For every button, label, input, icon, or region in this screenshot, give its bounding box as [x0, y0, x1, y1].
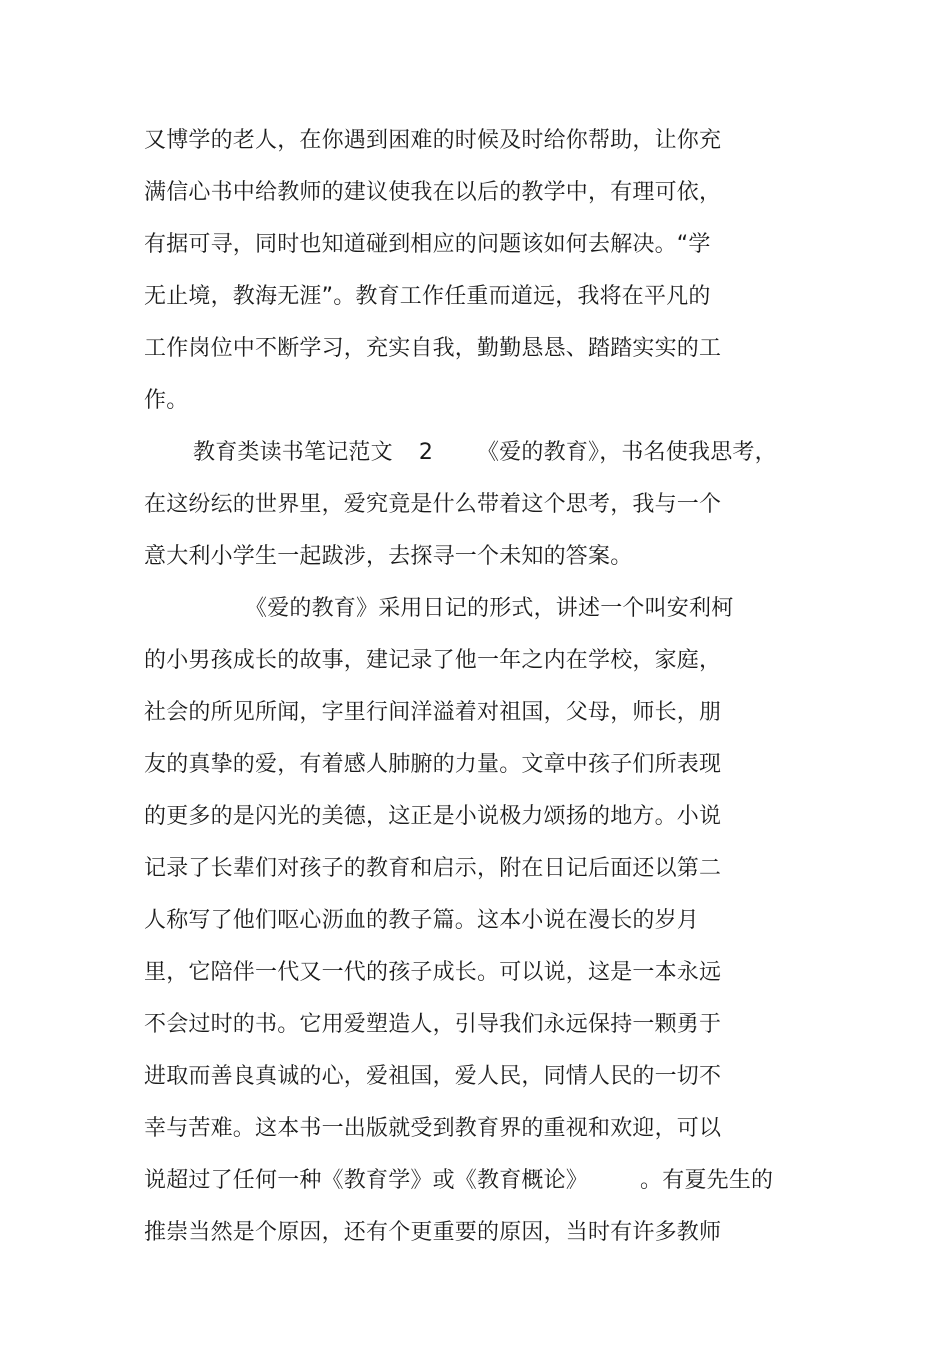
text-line: 又博学的老人，在你遇到困难的时候及时给你帮助，让你充 — [144, 128, 722, 153]
text-segment: 说超过了任何一种《教育学》或《教育概论》 — [144, 1168, 589, 1193]
paragraph-first-line: 《爱的教育》采用日记的形式，讲述一个叫安利柯 — [245, 596, 734, 621]
text-line: 不会过时的书。它用爱塑造人，引导我们永远保持一颗勇于 — [144, 1012, 722, 1037]
text-line: 的更多的是闪光的美德，这正是小说极力颂扬的地方。小说 — [144, 804, 722, 829]
text-line: 里，它陪伴一代又一代的孩子成长。可以说，这是一本永远 — [144, 960, 722, 985]
section-title: 教育类读书笔记范文 — [193, 440, 393, 465]
section-number: 2 — [418, 440, 434, 465]
section-intro-text: 《爱的教育》，书名使我思考， — [477, 440, 777, 465]
text-line-split — [144, 1166, 773, 1196]
text-line: 友的真挚的爱，有着感人肺腑的力量。文章中孩子们所表现 — [144, 752, 722, 777]
text-line: 记录了长辈们对孩子的教育和启示，附在日记后面还以第二 — [144, 856, 722, 881]
text-line: 的小男孩成长的故事，建记录了他一年之内在学校，家庭， — [144, 648, 722, 673]
text-line: 满信心书中给教师的建议使我在以后的教学中，有理可依， — [144, 180, 722, 205]
text-line: 作。 — [144, 388, 189, 413]
text-line: 幸与苦难。这本书一出版就受到教育界的重视和欢迎，可以 — [144, 1116, 722, 1141]
text-line: 意大利小学生一起跋涉，去探寻一个未知的答案。 — [144, 544, 633, 569]
text-line: 人称写了他们呕心沥血的教子篇。这本小说在漫长的岁月 — [144, 908, 700, 933]
text-segment: 。有夏先生的 — [640, 1168, 774, 1193]
text-line: 在这纷纭的世界里，爱究竟是什么带着这个思考，我与一个 — [144, 492, 722, 517]
text-line: 有据可寻，同时也知道碰到相应的问题该如何去解决。“学 — [144, 232, 711, 257]
text-line: 推崇当然是个原因，还有个更重要的原因，当时有许多教师 — [144, 1220, 722, 1245]
section-heading-line — [193, 438, 777, 468]
text-line: 无止境，教海无涯”。教育工作任重而道远，我将在平凡的 — [144, 284, 711, 309]
text-line: 进取而善良真诚的心，爱祖国，爱人民，同情人民的一切不 — [144, 1064, 722, 1089]
text-line: 工作岗位中不断学习，充实自我，勤勤恳恳、踏踏实实的工 — [144, 336, 722, 361]
text-line: 社会的所见所闻，字里行间洋溢着对祖国，父母，师长，朋 — [144, 700, 722, 725]
